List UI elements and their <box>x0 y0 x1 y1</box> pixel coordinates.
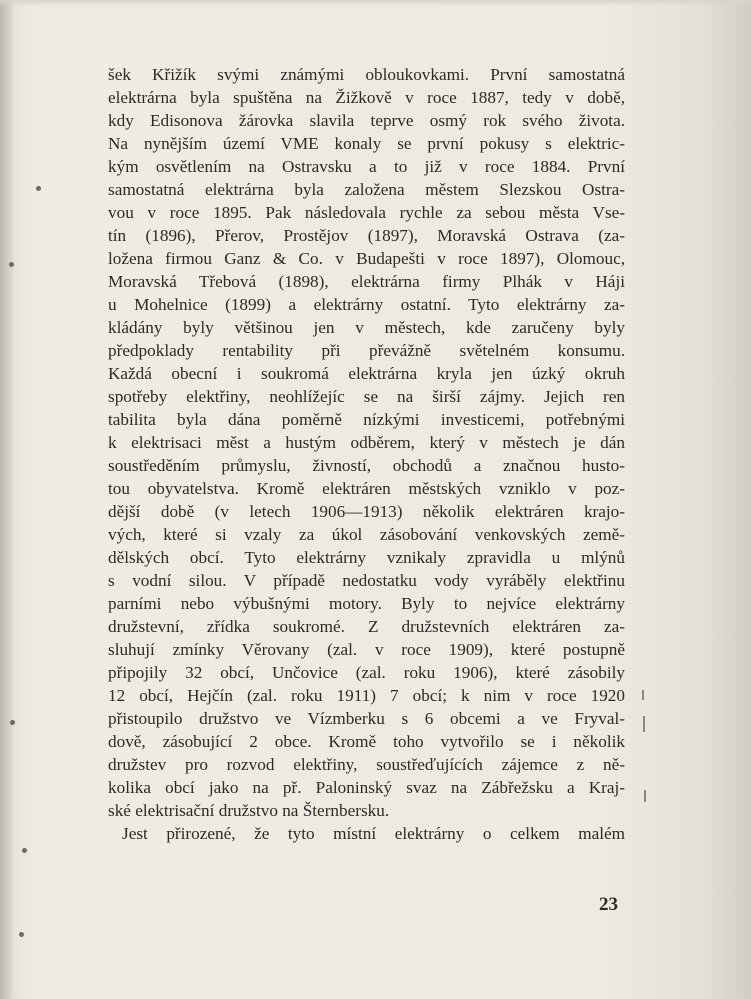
text-line: Každá obecní i soukromá elektrárna kryla jen úzký okruh <box>108 364 625 383</box>
text-line: předpoklady rentability při převážně světelném konsumu. <box>108 341 625 360</box>
text-line: u Mohelnice (1899) a elektrárny ostatní. Tyto elektrárny za- <box>108 295 625 314</box>
text-line: parními nebo výbušnými motory. Byly to nejvíce elektrárny <box>108 594 625 613</box>
text-line: kým osvětlením na Ostravsku a to již v roce 1884. První <box>108 157 625 176</box>
page-gutter-shadow <box>0 0 14 999</box>
binding-hole-mark <box>36 186 41 191</box>
text-line: družstev pro rozvod elektřiny, soustřeďujících zájemce z ně- <box>108 755 625 774</box>
text-line: samostatná elektrárna byla založena městem Slezskou Ostra- <box>108 180 625 199</box>
text-line: 12 obcí, Hejčín (zal. roku 1911) 7 obcí; k nim v roce 1920 <box>108 686 625 705</box>
text-line: Moravská Třebová (1898), elektrárna firmy Plhák v Háji <box>108 272 625 291</box>
text-line: soustředěním průmyslu, živností, obchodů a značnou husto- <box>108 456 625 475</box>
text-line: tou obyvatelstva. Kromě elektráren městských vzniklo v poz- <box>108 479 625 498</box>
text-line: dělských obcí. Tyto elektrárny vznikaly zpravidla u mlýnů <box>108 548 625 567</box>
text-line: tín (1896), Přerov, Prostějov (1897), Moravská Ostrava (za- <box>108 226 625 245</box>
text-line: k elektrisaci měst a hustým odběrem, který v městech je dán <box>108 433 625 452</box>
text-line: Jest přirozené, že tyto místní elektrárny o celkem malém <box>122 824 625 843</box>
margin-mark <box>642 690 644 700</box>
page-top-edge <box>0 0 751 6</box>
text-line: připojily 32 obcí, Unčovice (zal. roku 1906), které zásobily <box>108 663 625 682</box>
text-line: kládány byly většinou jen v městech, kde zaručeny byly <box>108 318 625 337</box>
text-line: spotřeby elektřiny, neohlížejíc se na širší zájmy. Jejich ren <box>108 387 625 406</box>
page-number: 23 <box>599 894 618 915</box>
text-line: kolika obcí jako na př. Paloninský svaz na Zábřežsku a Kraj- <box>108 778 625 797</box>
text-line: ské elektrisační družstvo na Šternbersku. <box>108 801 390 820</box>
text-line: s vodní silou. V případě nedostatku vody vyráběly elektřinu <box>108 571 625 590</box>
binding-hole-mark <box>9 262 14 267</box>
text-line: dově, zásobující 2 obce. Kromě toho vytvořilo se i několik <box>108 732 625 751</box>
margin-mark <box>644 790 646 802</box>
text-line: elektrárna byla spuštěna na Žižkově v roce 1887, tedy v době, <box>108 88 625 107</box>
text-line: sluhují zmínky Věrovany (zal. v roce 1909), které postupně <box>108 640 625 659</box>
text-line: vou v roce 1895. Pak následovala rychle za sebou města Vse- <box>108 203 625 222</box>
margin-mark <box>643 716 645 732</box>
text-line: dější době (v letech 1906—1913) několik elektráren krajo- <box>108 502 625 521</box>
body-text <box>108 63 625 845</box>
text-line: vých, které si vzaly za úkol zásobování venkovských země- <box>108 525 625 544</box>
text-line: ložena firmou Ganz & Co. v Budapešti v roce 1897), Olomouc, <box>108 249 625 268</box>
text-line: družstevní, zřídka soukromé. Z družstevních elektráren za- <box>108 617 625 636</box>
binding-hole-mark <box>10 720 15 725</box>
text-line: kdy Edisonova žárovka slavila teprve osmý rok svého života. <box>108 111 625 130</box>
binding-hole-mark <box>19 932 24 937</box>
text-line: Na nynějším území VME konaly se první pokusy s elektric- <box>108 134 625 153</box>
binding-hole-mark <box>22 848 27 853</box>
text-line: šek Křižík svými známými obloukovkami. První samostatná <box>108 65 625 84</box>
text-line: tabilita byla dána poměrně nízkými investicemi, potřebnými <box>108 410 625 429</box>
text-line: přistoupilo družstvo ve Vízmberku s 6 obcemi a ve Fryval- <box>108 709 625 728</box>
